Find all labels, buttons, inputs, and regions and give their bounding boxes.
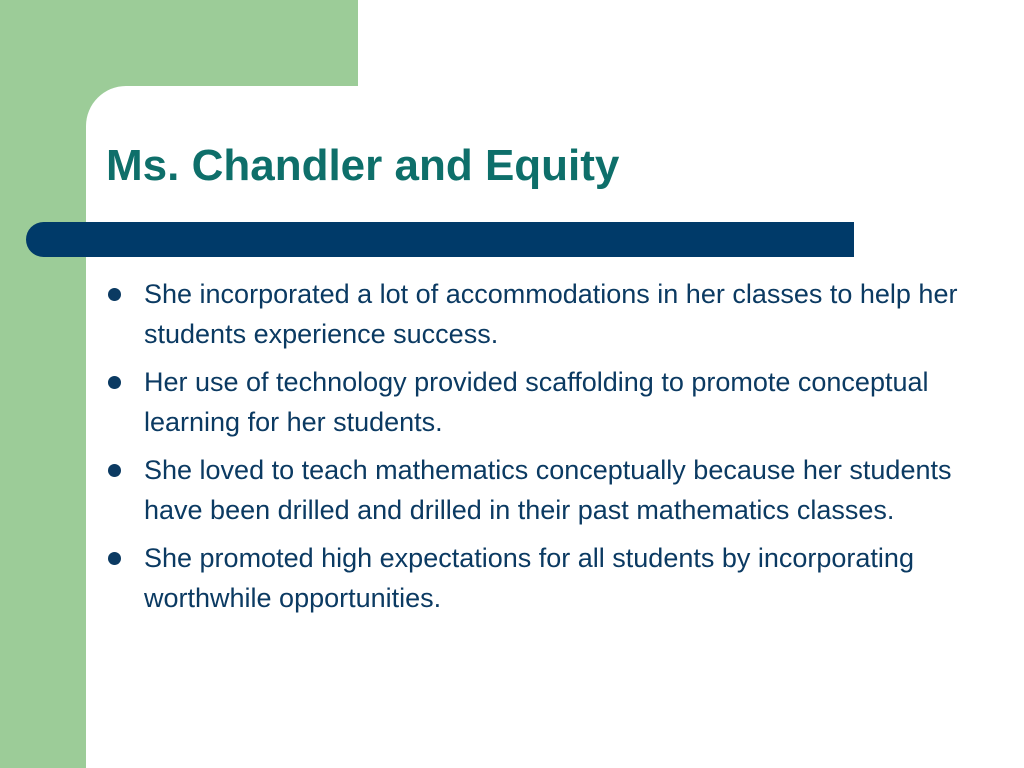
bullet-dot-icon: [108, 552, 121, 565]
bullet-item: [104, 274, 964, 354]
bullet-dot-icon: [108, 288, 121, 301]
bullet-item: [104, 362, 964, 442]
bullet-text: She promoted high expectations for all students by incorporating worthwhile opportunities.: [144, 543, 914, 613]
bullet-text: She incorporated a lot of accommodations in her classes to help her students experience success.: [144, 279, 958, 349]
bullet-item: [104, 538, 964, 618]
title-underline-bar: [26, 222, 854, 257]
bullet-dot-icon: [108, 376, 121, 389]
bullet-text: She loved to teach mathematics conceptually because her students have been drilled and drilled in their past mathematics classes.: [144, 455, 952, 525]
bullet-list: [104, 274, 964, 626]
bullet-text: Her use of technology provided scaffolding to promote conceptual learning for her students.: [144, 367, 929, 437]
bullet-dot-icon: [108, 464, 121, 477]
slide-title: Ms. Chandler and Equity: [106, 141, 620, 190]
bullet-item: [104, 450, 964, 530]
